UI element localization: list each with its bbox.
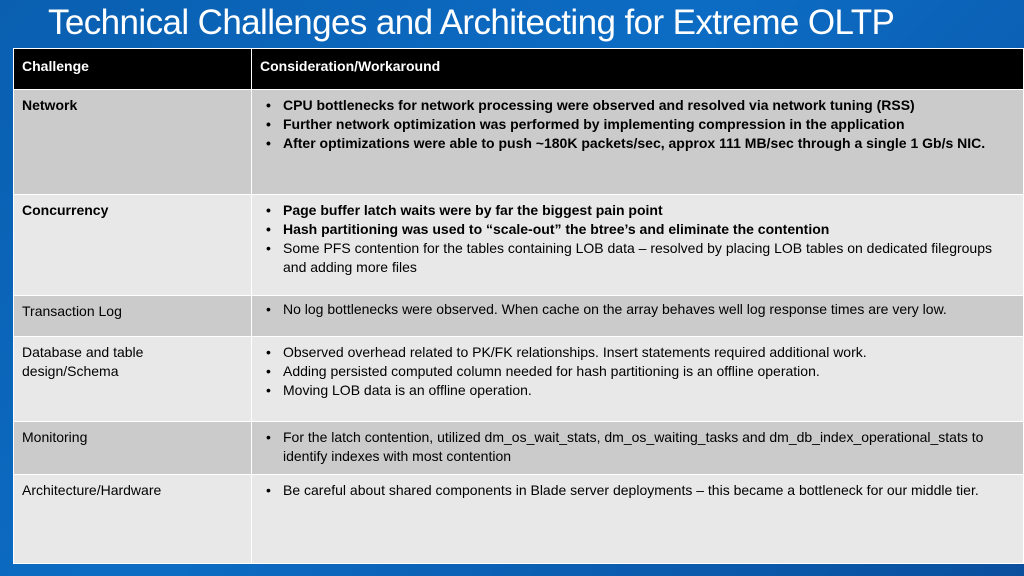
challenge-cell: Monitoring <box>14 422 252 475</box>
bullet-list <box>260 428 1015 466</box>
bullet-list <box>260 481 1015 500</box>
table-row <box>14 422 1024 475</box>
challenge-cell: Network <box>14 90 252 195</box>
bullet-item: • Hash partitioning was used to “scale-out” the btree’s and eliminate the contention <box>260 220 1015 239</box>
challenge-cell: Database and table design/Schema <box>14 337 252 422</box>
bullet-item: • Some PFS contention for the tables containing LOB data – resolved by placing LOB tables on dedicated filegroups and adding more files <box>260 239 1015 277</box>
consideration-cell <box>252 296 1024 337</box>
bullet-list <box>260 96 1015 153</box>
challenges-table <box>13 48 1024 564</box>
bullet-item: • For the latch contention, utilized dm_os_wait_stats, dm_os_waiting_tasks and dm_db_index_operational_stats to identify indexes with most contention <box>260 428 1015 466</box>
table-row <box>14 475 1024 564</box>
table-row <box>14 90 1024 195</box>
consideration-cell <box>252 90 1024 195</box>
challenge-cell: Concurrency <box>14 195 252 296</box>
table-row <box>14 337 1024 422</box>
consideration-cell <box>252 195 1024 296</box>
table-row <box>14 296 1024 337</box>
bullet-list <box>260 302 1015 317</box>
bullet-item: • No log bottlenecks were observed. When cache on the array behaves well log response times are very low. <box>260 302 1015 317</box>
table-row <box>14 195 1024 296</box>
challenge-cell: Transaction Log <box>14 296 252 337</box>
slide-title: Technical Challenges and Architecting for Extreme OLTP <box>48 3 895 42</box>
bullet-item: • After optimizations were able to push ~180K packets/sec, approx 111 MB/sec through a single 1 Gb/s NIC. <box>260 134 1015 153</box>
consideration-cell <box>252 337 1024 422</box>
bullet-item: • Further network optimization was performed by implementing compression in the application <box>260 115 1015 134</box>
bullet-item: • Observed overhead related to PK/FK relationships. Insert statements required additional work. <box>260 343 1015 362</box>
consideration-cell <box>252 475 1024 564</box>
consideration-cell <box>252 422 1024 475</box>
bullet-list <box>260 201 1015 277</box>
bullet-item: • CPU bottlenecks for network processing were observed and resolved via network tuning (RSS) <box>260 96 1015 115</box>
header-consideration: Consideration/Workaround <box>252 49 1024 90</box>
challenge-cell: Architecture/Hardware <box>14 475 252 564</box>
bullet-list <box>260 343 1015 400</box>
bullet-item: • Be careful about shared components in Blade server deployments – this became a bottleneck for our middle tier. <box>260 481 1015 500</box>
table-header-row <box>14 49 1024 90</box>
bullet-item: • Page buffer latch waits were by far the biggest pain point <box>260 201 1015 220</box>
bullet-item: • Moving LOB data is an offline operation. <box>260 381 1015 400</box>
header-challenge: Challenge <box>14 49 252 90</box>
bullet-item: • Adding persisted computed column needed for hash partitioning is an offline operation. <box>260 362 1015 381</box>
